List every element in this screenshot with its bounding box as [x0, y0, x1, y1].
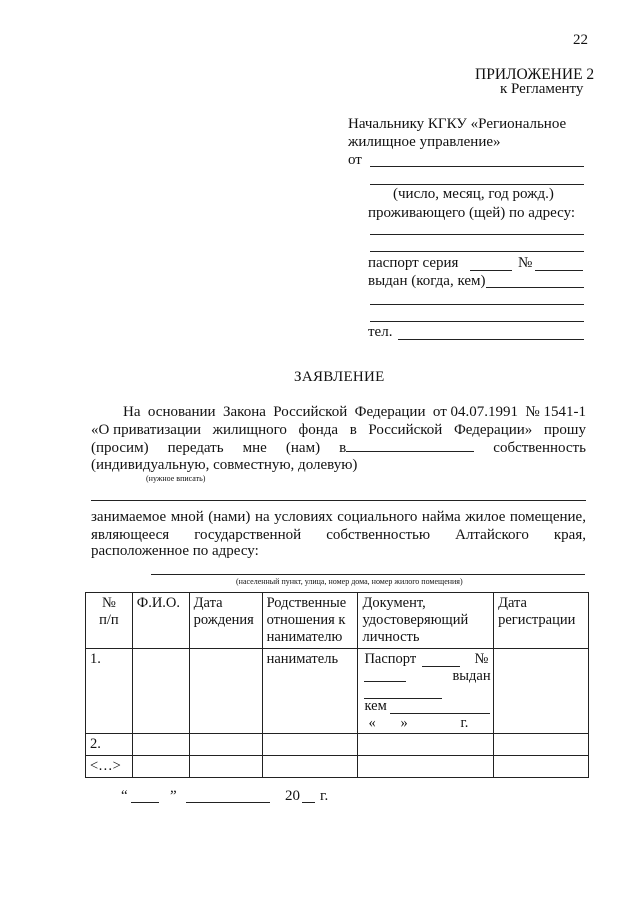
passport-number-line[interactable] — [535, 270, 583, 271]
issued-line-3[interactable] — [370, 321, 584, 322]
p2-line2: являющееся государственной собственностью Алтайского края, — [91, 527, 586, 543]
p1-line2: «О приватизации жилищного фонда в Российской Федерации» прошу — [91, 422, 586, 438]
p2-line3: расположенное по адресу: — [91, 543, 259, 559]
date-quote-open: “ — [121, 788, 128, 804]
date-day-line[interactable] — [131, 802, 159, 803]
table-row — [86, 649, 589, 734]
p1-line1: На основании Закона Российской Федерации от 04.07.1991 № 1541-1 — [123, 404, 586, 420]
addressee-line1: Начальнику КГКУ «Региональное — [348, 116, 567, 132]
issued-line-2[interactable] — [370, 304, 584, 305]
residing-label: проживающего (щей) по адресу: — [368, 205, 576, 221]
row2-num: 2. — [86, 734, 133, 756]
table-header-row — [86, 593, 589, 649]
header-num: № п/п — [86, 593, 133, 649]
statement-title: ЗАЯВЛЕНИЕ — [294, 369, 385, 385]
phone-line[interactable] — [398, 339, 584, 340]
header-document: Документ, удостоверяющий личность — [358, 593, 494, 649]
address-line-2[interactable] — [370, 251, 584, 252]
p1-line3: (просим) передать мне (нам) в собственность — [91, 440, 586, 456]
row1-fio[interactable] — [132, 649, 189, 734]
row1-document[interactable]: Паспорт № выдан кем « » г. — [358, 649, 494, 734]
page-number: 22 — [573, 32, 588, 48]
header-relation: Родственные отношения к нанимателю — [262, 593, 358, 649]
dob-hint: (число, месяц, год рожд.) — [393, 186, 554, 202]
row1-dob[interactable] — [189, 649, 262, 734]
issued-label: выдан (когда, кем) — [368, 273, 486, 289]
header-fio: Ф.И.О. — [132, 593, 189, 649]
table-row — [86, 756, 589, 778]
address-line[interactable] — [151, 574, 585, 575]
header-dob: Дата рождения — [189, 593, 262, 649]
date-year-prefix: 20 — [285, 788, 300, 804]
row1-num: 1. — [86, 649, 133, 734]
date-quote-close: ” — [170, 788, 177, 804]
row1-registration[interactable] — [494, 649, 589, 734]
passport-number-label: № — [518, 255, 533, 271]
p1-line4: (индивидуальную, совместную, долевую) — [91, 457, 358, 473]
address-line-1[interactable] — [370, 234, 584, 235]
date-year-suffix: г. — [320, 788, 329, 804]
name-line[interactable] — [370, 184, 584, 185]
addressee-line2: жилищное управление» — [348, 134, 501, 150]
row3-num: <…> — [86, 756, 133, 778]
appendix-title: ПРИЛОЖЕНИЕ 2 — [475, 66, 595, 83]
date-month-line[interactable] — [186, 802, 270, 803]
appendix-subtitle: к Регламенту — [500, 81, 584, 97]
from-label: от — [348, 152, 362, 168]
from-line[interactable] — [370, 166, 584, 167]
header-registration: Дата регистрации — [494, 593, 589, 649]
passport-series-label: паспорт серия — [368, 255, 459, 271]
phone-label: тел. — [368, 324, 393, 340]
address-hint: (населенный пункт, улица, номер дома, номер жилого помещения) — [236, 577, 463, 586]
hint-needed: (нужное вписать) — [146, 474, 206, 483]
passport-series-line[interactable] — [470, 270, 512, 271]
table-row — [86, 734, 589, 756]
row1-relation: наниматель — [262, 649, 358, 734]
issued-line[interactable] — [486, 287, 584, 288]
date-year-line[interactable] — [302, 802, 315, 803]
free-line[interactable] — [91, 500, 586, 501]
p2-line1: занимаемое мной (нами) на условиях социального найма жилое помещение, — [91, 509, 586, 525]
residents-table — [85, 592, 589, 778]
ownership-type-line[interactable] — [346, 451, 474, 452]
